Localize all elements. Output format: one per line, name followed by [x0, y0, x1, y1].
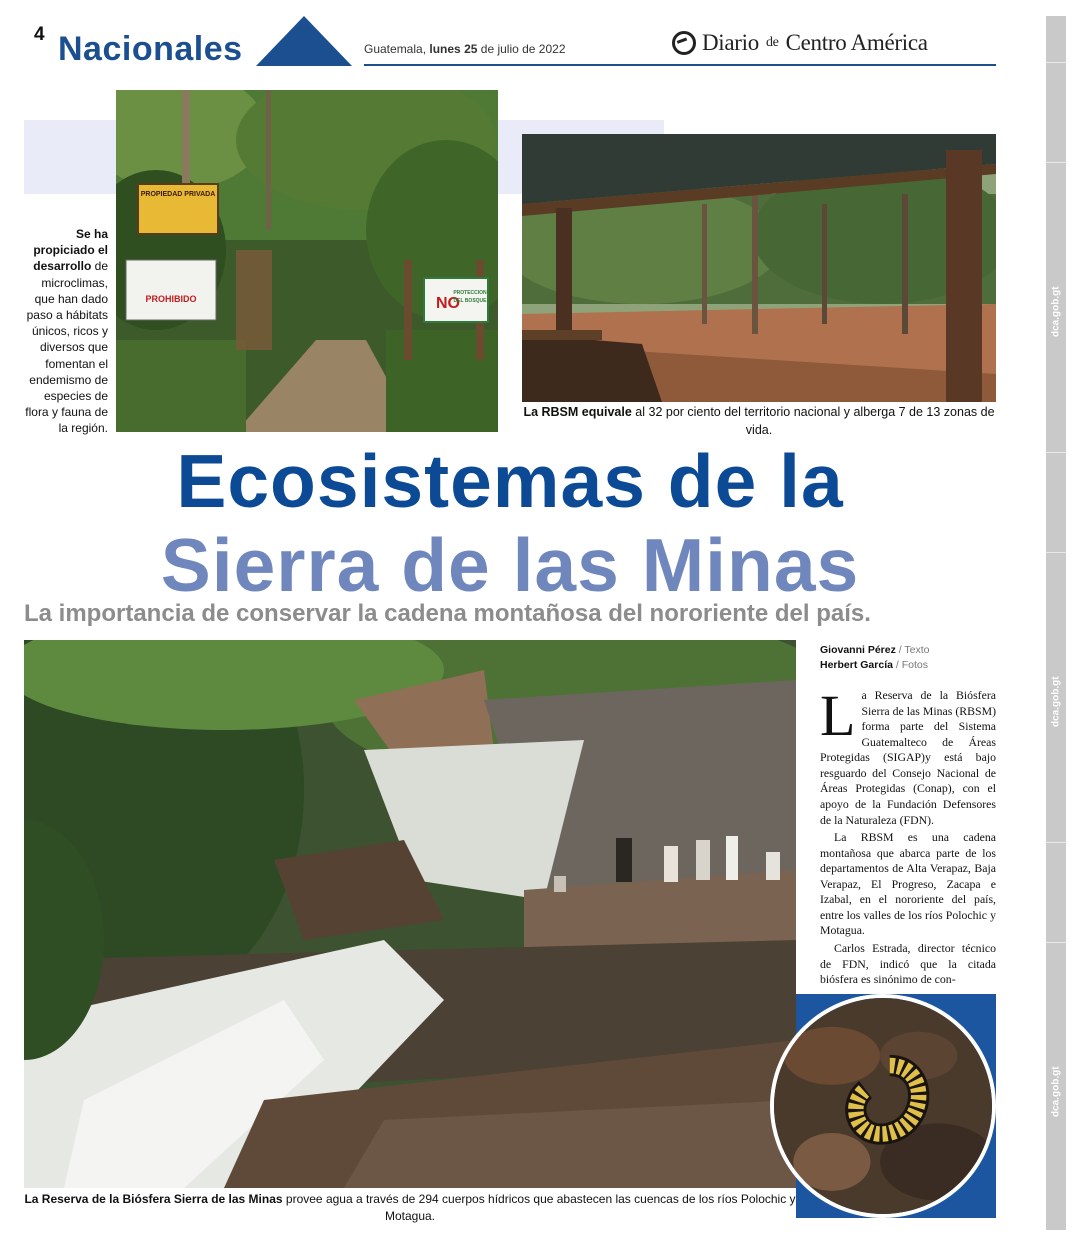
- side-caption-text: de microclimas, que han dado paso a hábitats únicos, ricos y diversos que fomentan el endemismo de especies de flora y fauna de la región.: [25, 259, 108, 436]
- caption-top-bold: La RBSM equivale: [523, 405, 632, 419]
- sign-protection-1: PROTECCION: [453, 290, 487, 296]
- article-paragraph-1: [820, 688, 996, 828]
- side-divider: [1046, 452, 1066, 453]
- side-url-2: dca.gob.gt: [1050, 676, 1062, 728]
- sign-prohibited: PROHIBIDO: [145, 294, 197, 304]
- side-divider: [1046, 552, 1066, 553]
- byline-photo-credit: [820, 658, 996, 673]
- photographer-role: / Fotos: [892, 659, 928, 672]
- brand-word-2: de: [765, 35, 779, 50]
- headline-line-1: Ecosistemas de la: [176, 439, 844, 523]
- side-divider: [1046, 162, 1066, 163]
- sign-private-property: PROPIEDAD PRIVADA: [140, 191, 216, 198]
- byline-text-credit: [820, 643, 996, 658]
- caption-bottom-text: provee agua a través de 294 cuerpos hídricos que abastecen las cuencas de los ríos Polochic y Motagua.: [282, 1192, 796, 1223]
- byline: [820, 643, 996, 673]
- side-divider: [1046, 842, 1066, 843]
- date-prefix: Guatemala,: [364, 42, 427, 56]
- photographer-name: Herbert García: [820, 659, 893, 672]
- brand-word-3: Centro América: [785, 30, 928, 55]
- caption-bottom-bold: La Reserva de la Biósfera Sierra de las Minas: [24, 1192, 283, 1206]
- section-title: Nacionales: [58, 30, 243, 68]
- sign-no: NO: [436, 295, 460, 312]
- drop-cap: L: [820, 688, 856, 748]
- photo-forest-shelter: [522, 134, 996, 402]
- side-url-1: dca.gob.gt: [1050, 286, 1062, 338]
- author-name: Giovanni Pérez: [820, 644, 896, 656]
- headline-line-2: Sierra de las Minas: [160, 523, 860, 607]
- caption-top-text: al 32 por ciento del territorio nacional y alberga 7 de 13 zonas de vida.: [631, 405, 995, 437]
- photo-forest-gate: [116, 90, 498, 432]
- brand-word-1: Diario: [702, 30, 759, 55]
- author-role: / Texto: [895, 644, 930, 656]
- side-caption: [24, 226, 108, 436]
- caption-top: [522, 404, 996, 439]
- caption-bottom: [24, 1191, 796, 1225]
- side-url-3: dca.gob.gt: [1050, 1066, 1062, 1118]
- header-date: [364, 42, 566, 56]
- side-divider: [1046, 62, 1066, 63]
- date-day: lunes 25: [429, 42, 478, 56]
- side-divider: [1046, 942, 1066, 943]
- subtitle: La importancia de conservar la cadena montañosa del nororiente del país.: [24, 600, 871, 627]
- sign-protection-2: DEL BOSQUE: [453, 298, 487, 304]
- article-paragraph-2: La RBSM es una cadena montañosa que abarca parte de los departamentos de Alta Verapaz, Baja Verapaz, El Progreso, Zacapa e Izabal, en el nororiente del país, entre los valles de los ríos Polochic y Motagua.: [820, 830, 996, 938]
- newspaper-logo: [672, 30, 928, 56]
- side-strip: [1046, 16, 1066, 1230]
- side-caption-bold: Se ha propiciado el desarrollo: [33, 227, 108, 274]
- newspaper-emblem-icon: [672, 31, 696, 55]
- photo-millipede: [770, 994, 996, 1218]
- date-suffix: de julio de 2022: [480, 42, 566, 56]
- page-number: 4: [34, 24, 45, 45]
- section-triangle-icon: [256, 16, 352, 66]
- header-rule: [364, 64, 996, 66]
- article-body: [820, 688, 996, 988]
- photo-waterfall: [24, 640, 796, 1188]
- article-p1-text: a Reserva de la Biósfera Sierra de las Minas (RBSM) forma parte del Sistema Guatemalteco de Áreas Protegidas (SIGAP)y está bajo resguardo del Consejo Nacional de Áreas Protegidas (Conap), con el apoyo de la Fundación Defensores de la Naturaleza (FDN).: [820, 688, 996, 827]
- article-paragraph-3: Carlos Estrada, director técnico de FDN, indicó que la citada biósfera es sinónimo de con-: [820, 941, 996, 987]
